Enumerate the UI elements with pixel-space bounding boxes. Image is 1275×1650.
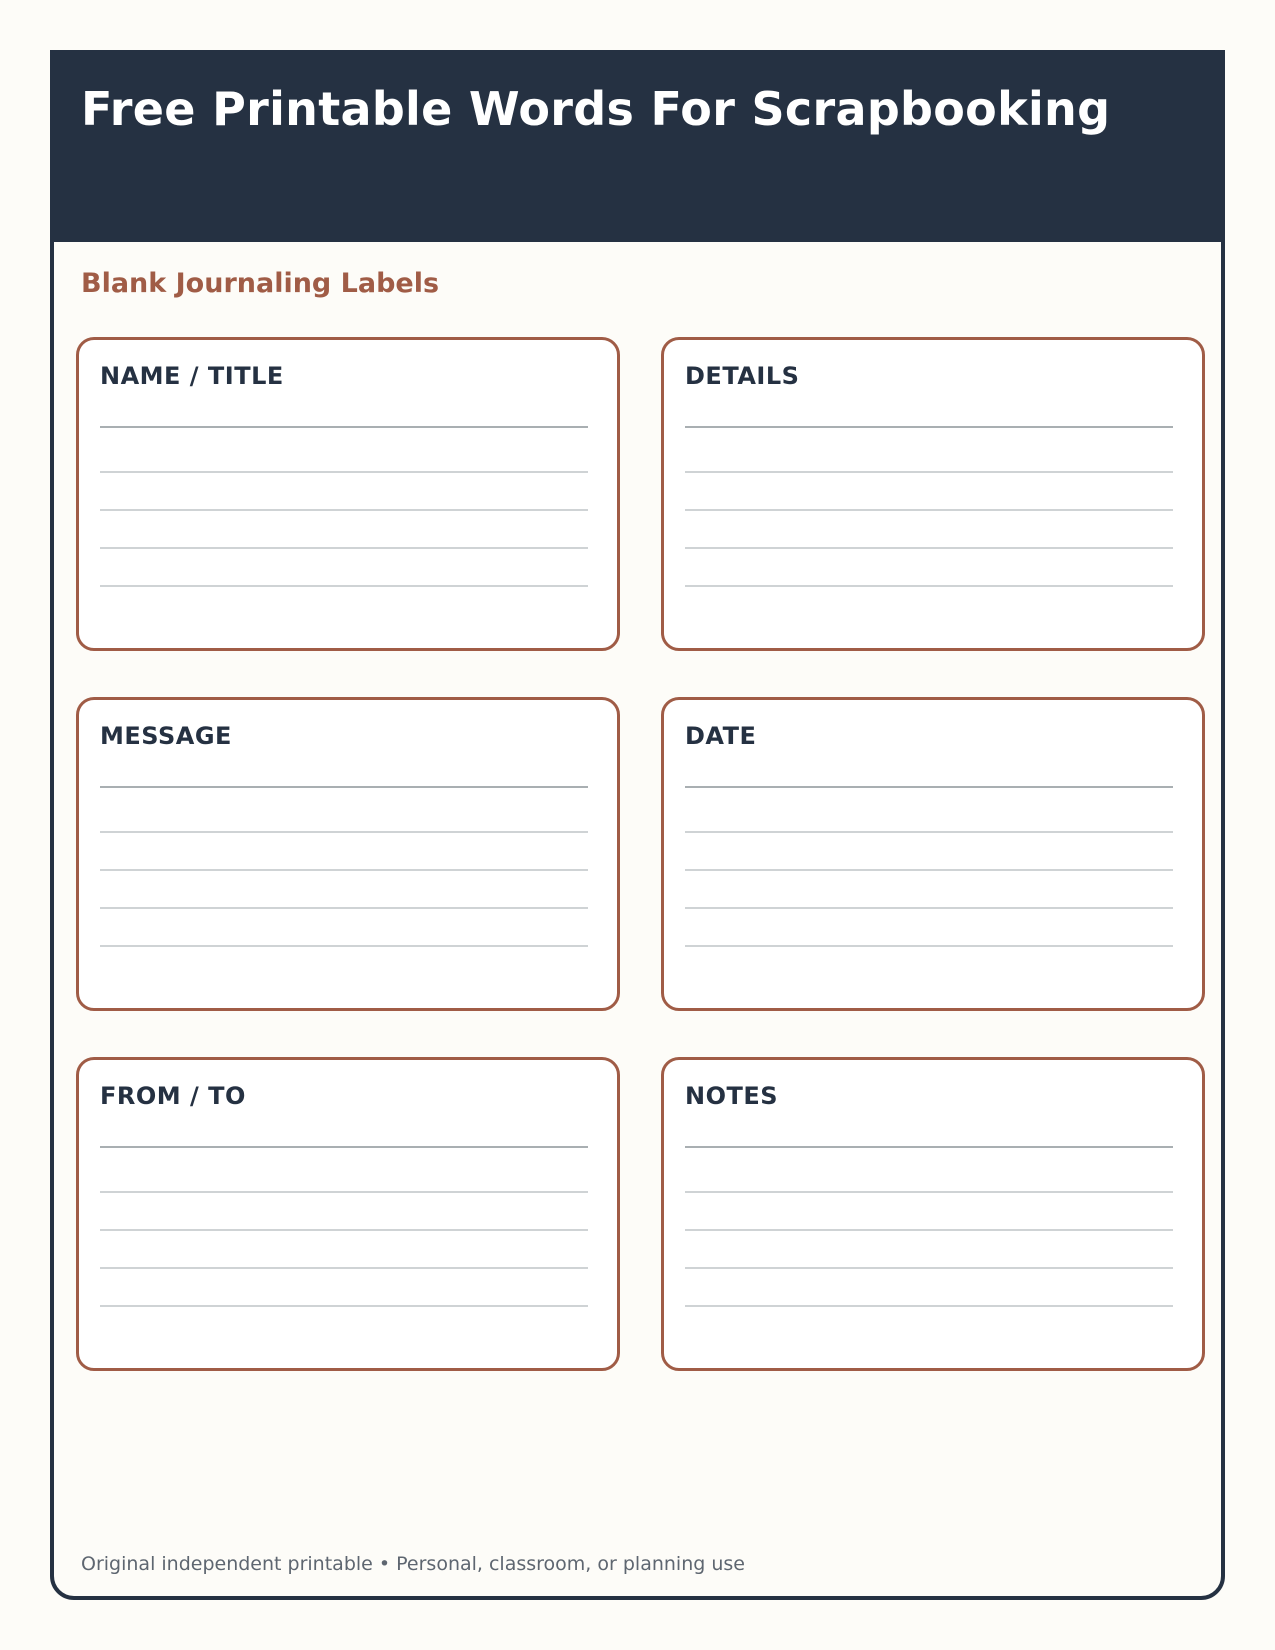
writing-line: [685, 1229, 1173, 1231]
card-label: NOTES: [685, 1082, 779, 1110]
writing-line: [685, 509, 1173, 511]
writing-line: [100, 1191, 588, 1193]
header-banner: [54, 54, 1221, 242]
writing-line: [100, 1146, 588, 1148]
writing-line: [685, 831, 1173, 833]
writing-line: [100, 907, 588, 909]
writing-line: [100, 547, 588, 549]
writing-line: [685, 1267, 1173, 1269]
writing-line: [685, 547, 1173, 549]
section-subtitle: Blank Journaling Labels: [81, 268, 440, 299]
writing-line: [685, 471, 1173, 473]
journal-label-card: [661, 697, 1205, 1011]
writing-line: [100, 426, 588, 428]
writing-line: [685, 907, 1173, 909]
writing-line: [100, 471, 588, 473]
journal-label-card: [76, 337, 620, 651]
card-label: MESSAGE: [100, 722, 232, 750]
card-label: DATE: [685, 722, 757, 750]
writing-line: [100, 509, 588, 511]
writing-line: [685, 869, 1173, 871]
card-label: FROM / TO: [100, 1082, 246, 1110]
writing-line: [685, 585, 1173, 587]
page-title: Free Printable Words For Scrapbooking: [81, 82, 1111, 136]
footer-note: Original independent printable • Personal, classroom, or planning use: [81, 1553, 745, 1575]
writing-line: [685, 1191, 1173, 1193]
writing-line: [100, 786, 588, 788]
journal-label-card: [661, 1057, 1205, 1371]
journal-label-card: [76, 1057, 620, 1371]
writing-line: [100, 1305, 588, 1307]
card-label: NAME / TITLE: [100, 362, 284, 390]
writing-line: [100, 945, 588, 947]
card-label: DETAILS: [685, 362, 800, 390]
journal-label-card: [76, 697, 620, 1011]
writing-line: [100, 1229, 588, 1231]
writing-line: [685, 1146, 1173, 1148]
writing-line: [685, 426, 1173, 428]
writing-line: [685, 1305, 1173, 1307]
writing-line: [100, 585, 588, 587]
writing-line: [685, 786, 1173, 788]
printable-sheet: [50, 50, 1225, 1600]
writing-line: [100, 831, 588, 833]
writing-line: [100, 869, 588, 871]
writing-line: [685, 945, 1173, 947]
writing-line: [100, 1267, 588, 1269]
journal-label-card: [661, 337, 1205, 651]
